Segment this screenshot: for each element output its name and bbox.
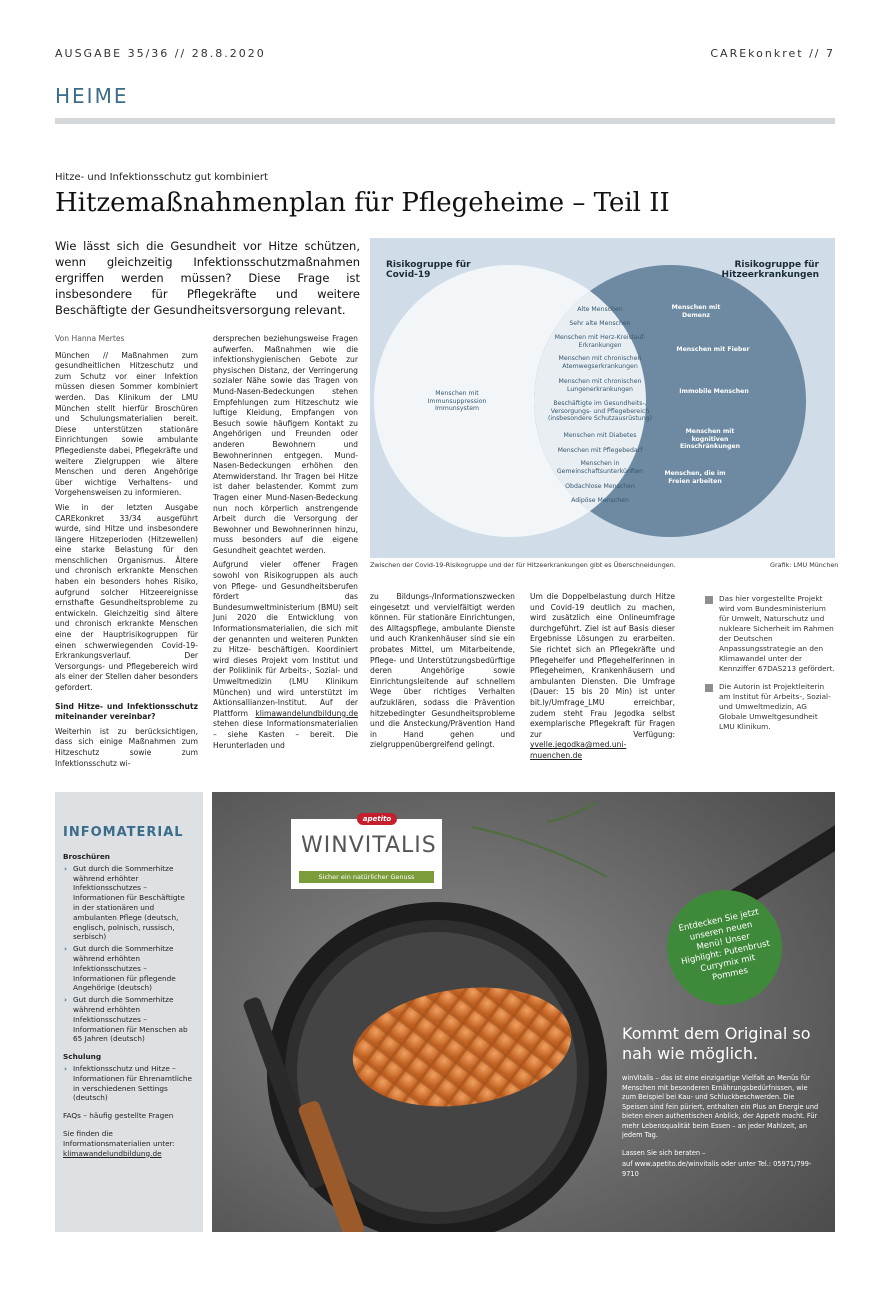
promo-text: Entdecken Sie jetzt unseren neuen Menü! Unser Highlight: Putenbrust Currymix mit Pommes (677, 906, 771, 983)
note-square-icon (705, 684, 713, 692)
paragraph-text: Um die Doppelbelastung durch Hitze und Covid-19 deutlich zu machen, wird zusätzlich eine Onlineumfrage durchgeführt. Ziel ist auf Basis dieser Ergebnisse Lösungen zu erarbeiten. Sie richtet sich an Pflegekräfte und Pflegehelfer und Pflegehelferinnen in Pflegeheimen, Krankenhäusern und ambulanten Diensten. Die Umfrage (Dauer: 15 bis 20 Min) ist unter bit.ly/Umfrage_LMU erreichbar, zudem steht Frau Jegodka selbst exemplarische Pflegekraft für Fragen zur Verfügung: (530, 592, 675, 739)
article-column-2 (213, 334, 358, 755)
list-item: › Gut durch die Sommerhitze während erhöhten Infektionsschutzes – Informationen für Menschen ab 65 Jahren (deutsch) (63, 995, 193, 1044)
infomaterial-box (55, 792, 203, 1232)
list-item: › Infektionsschutz und Hitze – Informationen für Ehrenamtliche in verschiedenen Settings (deutsch) (63, 1064, 193, 1103)
infobox-footer: Sie finden die Informationsmaterialien unter: (63, 1128, 175, 1148)
article-lead: Wie lässt sich die Gesundheit vor Hitze schützen, wenn gleichzeitig Infektionsschutzmaßnahmen ergriffen werden müssen? Diese Frage ist insbesondere für Pflegekräfte und weitere Beschäftigte der Gesundheitsversorgung relevant. (55, 239, 360, 317)
issue-label: AUSGABE 35/36 // 28.8.2020 (55, 47, 266, 60)
venn-label: Menschen mit Fieber (676, 346, 750, 353)
venn-label: Sehr alte Menschen (569, 320, 631, 327)
group-label-heat: Risikogruppe für Hitzeerkrankungen (721, 260, 819, 280)
brochure-list (63, 864, 193, 1044)
infobox-link[interactable]: klimawandelundbildung.de (63, 1148, 162, 1158)
publication-label: CAREkonkret // 7 (710, 47, 835, 60)
article-column-1 (55, 334, 198, 773)
ad-headline: Kommt dem Original so nah wie möglich. (622, 1024, 811, 1063)
paragraph: dersprechen beziehungsweise Fragen aufwerfen. Maßnahmen wie die infektionshygienischen Gebote zur physischen Distanz, der Verringerung sozialer Nähe sowie das Tragen von Mund-Nasen-Bedeckungen stehen Empfehlungen zum Hitzeschutz wie luftige Kleidung, Empfangen von Besuch sowie häufigem Kontakt zu Angehörigen und Freunden oder anderen Bewohnern und Bewohnerinnen entgegen. Mund-Nasen-Bedeckungen erhöhen den Atemwiderstand. Ihr Tragen bei Hitze ist daher belastender. Kommt zum Tragen einer Mund-Nasen-Bedeckung nun noch körperlich anstrengende Arbeit durch die Versorgung der Bewohner und Bewohnerinnen hinzu, muss besonders auf die eigene Gesundheit geachtet werden. (213, 334, 358, 555)
note-item (705, 594, 835, 674)
article-column-4 (530, 592, 675, 766)
byline: Von Hanna Mertes (55, 334, 125, 343)
brand-name: WINVITALIS (301, 833, 437, 858)
list-item: › Gut durch die Sommerhitze während erhöhter Infektionsschutzes – Informationen für Beschäftigte in der stationären und ambulanten Pflege (deutsch, englisch, polnisch, russisch, serbisch) (63, 864, 193, 942)
venn-label: Menschen, die im Freien arbeiten (664, 470, 726, 485)
venn-label: Menschen mit Demenz (671, 304, 721, 319)
venn-label: Menschen mit Diabetes (563, 432, 637, 439)
brand-logo (291, 815, 442, 889)
brochures-heading: Broschüren (63, 852, 110, 861)
notes (705, 594, 835, 740)
training-list (63, 1064, 193, 1103)
venn-label: Menschen mit chronischen Lungenerkrankungen (558, 378, 642, 393)
subheading: Sind Hitze- und Infektionsschutz miteinander vereinbar? (55, 701, 198, 722)
venn-label: Obdachlose Menschen (565, 483, 635, 490)
venn-label: Menschen mit kognitiven Einschränkungen (679, 428, 741, 450)
faq-label: FAQs – häufig gestellte Fragen (63, 1111, 174, 1121)
paragraph: Wie in der letzten Ausgabe CAREkonkret 33/34 ausgeführt wurde, sind Hitze und insbesondere längere Hitzeperioden (Hitzewellen) eine starke Belastung für den menschlichen Organismus. Ältere und chronisch erkrankte Menschen haben ein besonders hohes Risiko, aufgrund solcher Hitzeereignisse ernsthafte Gesundheitsprobleme zu entwickeln. Gleichzeitig sind ältere und chronisch erkrankte Menschen eine der Hauptrisikogruppen für einen schwerwiegenden Covid-19-Erkrankungsverlauf. Der Versorgungs- und Pflegebereich wird als einer der Stellen daher besonders gefordert. (55, 502, 198, 692)
venn-label: Menschen mit Pflegebedarf (557, 447, 643, 454)
chart-credit: Grafik: LMU München (770, 561, 839, 569)
paragraph (213, 560, 358, 751)
brand-slogan: Sicher ein natürlicher Genuss (299, 871, 434, 883)
chart-caption: Zwischen der Covid-19-Risikogruppe und der für Hitzeerkrankungen gibt es Überschneidungen. (370, 561, 676, 569)
venn-label: Menschen mit Herz-Kreislauf-Erkrankungen (554, 334, 646, 349)
platform-link[interactable]: klimawandelundbildung.de (255, 708, 358, 718)
venn-label: Menschen in Gemeinschaftsunterkünften (556, 460, 644, 475)
paragraph: zu Bildungs-/Informationszwecken eingesetzt und vervielfältigt werden können. Für stationäre Einrichtungen, des Alltagspflege, ambulante Dienste und auch Krankenhäuser sind sie ein probates Mittel, um Mitarbeitende, Pflege- und Unterstützungsbedürftige deren Angehörige sowie Einrichtungsleitende auf schnellem Wege über richtiges Verhalten aufzuklären, sodass die Prävention hitzebedingter Gesundheitsprobleme und die Ansteckung/Prävention Hand in Hand gehen und zielgruppenübergreifend gelingt. (370, 592, 515, 750)
venn-label: Alte Menschen (577, 306, 623, 313)
email-link[interactable]: yvelle.jegodka@med.uni-muenchen.de (530, 740, 627, 760)
section-title: HEIME (55, 84, 129, 108)
note-text: Das hier vorgestellte Projekt wird vom Bundesministerium für Umwelt, Naturschutz und nukleare Sicherheit im Rahmen der Deutschen Anpassungsstrategie an den Klimawandel unter der Kennziffer 67DAS213 gefördert. (719, 594, 835, 673)
group-label-covid: Risikogruppe für Covid-19 (386, 260, 471, 280)
section-rule (55, 118, 835, 124)
infobox-title: INFOMATERIAL (63, 825, 184, 840)
ad-contact: auf www.apetito.de/winvitalis oder unter Tel.: 05971/799-9710 (622, 1160, 812, 1178)
paragraph: München // Maßnahmen zum gesundheitlichen Hitzeschutz und zum Schutz vor einer Infektion müssen diesen Sommer kombiniert werden. Das Klinikum der LMU München stellt hierfür Broschüren und Schulungsmaterialien bereit. Diese unterstützen stationäre Einrichtungen sowie ambulante Pflegedienste dabei, Pflegekräfte und weitere Zielgruppen wie ältere Menschen und deren Angehörige über wichtige Verhaltens- und Vorgehensweisen zu informieren. (55, 350, 198, 498)
training-heading: Schulung (63, 1052, 102, 1062)
article-kicker: Hitze- und Infektionsschutz gut kombiniert (55, 172, 268, 183)
venn-label: Menschen mit chronischen Atemwegserkrankungen (558, 355, 642, 370)
apetito-logo: apetito (357, 813, 397, 825)
note-text: Die Autorin ist Projektleiterin am Institut für Arbeits-, Sozial- und Umweltmedizin, AG Globale Umweltgesundheit LMU Klinikum. (719, 682, 831, 731)
article-column-3 (370, 592, 515, 755)
venn-chart (370, 238, 835, 558)
list-item: › Gut durch die Sommerhitze während erhöhten Infektionsschutzes – Informationen für pflegende Angehörige (deutsch) (63, 944, 193, 993)
venn-label: Menschen mit Immunsuppression Immunsystem (427, 390, 487, 412)
paragraph-text: stehen diese Informationsmaterialien – siehe Kasten – bereit. Die Herunterladen und (213, 719, 358, 750)
note-item (705, 682, 835, 732)
paragraph-text: Aufgrund vieler offener Fragen sowohl von Risikogruppen als auch von Pflege- und Gesundheitsberufen fördert das Bundesumweltministerium (BMU) seit Juni 2020 die Entwicklung von Informationsmaterialien, die sich mit der genannten und weiteren Punkten zu Hitze- beschäftigen. Koordiniert wird dieses Projekt vom Institut und der Poliklinik für Arbeits-, Sozial- und Umweltmedizin (LMU Klinikum München) und wird unterstützt im Aktionsallianzen-Institut. Auf der Plattform (213, 560, 358, 718)
venn-label: Adipöse Menschen (571, 497, 629, 504)
ad-text (622, 1074, 822, 1187)
ad-paragraph: Lassen Sie sich beraten – (622, 1148, 706, 1157)
paragraph: Weiterhin ist zu berücksichtigen, dass sich einige Maßnahmen zum Hitzeschutz sowie zum Infektionsschutz wi- (55, 726, 198, 768)
article-title: Hitzemaßnahmenplan für Pflegeheime – Teil II (55, 188, 670, 218)
ad-paragraph: winVitalis – das ist eine einzigartige Vielfalt an Menüs für Menschen mit besonderen Ernährungsbedürfnissen, wie zum Beispiel bei Kau- und Schluckbeschwerden. Die Speisen sind fein püriert, enthalten ein Plus an Energie und bieten einen authentischen Anblick, der Appetit macht. Für mehr Lebensqualität beim Essen – an jeder Mahlzeit, an jedem Tag. (622, 1074, 819, 1139)
advertisement (212, 792, 835, 1232)
note-square-icon (705, 596, 713, 604)
paragraph (530, 592, 675, 762)
venn-label: Beschäftigte im Gesundheits-, Versorgungs- und Pflegebereich (insbesondere Schutzausrüstung) (548, 400, 652, 422)
venn-label: Immobile Menschen (679, 388, 749, 395)
